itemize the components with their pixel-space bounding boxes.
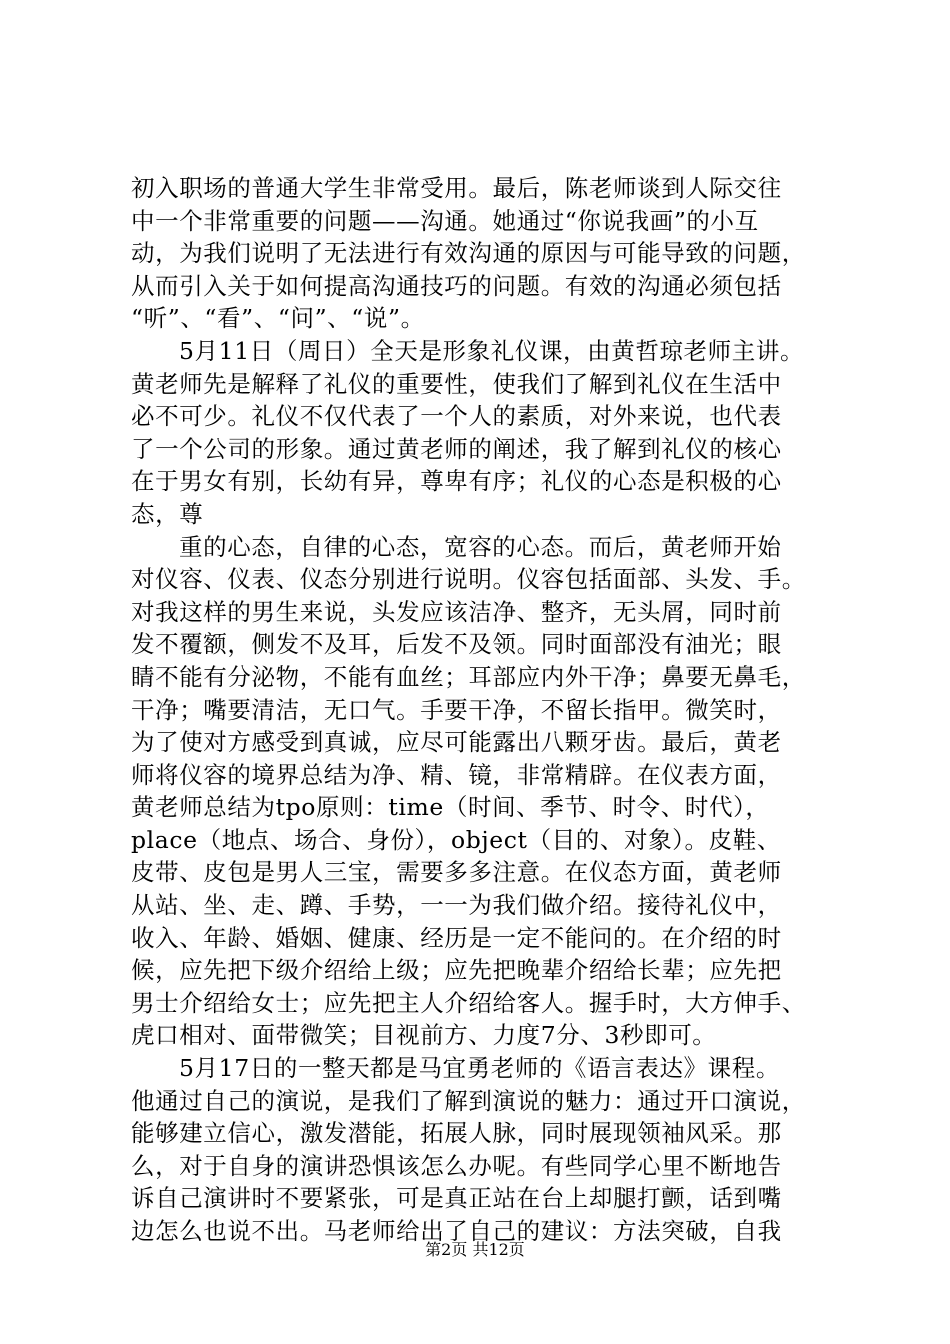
text-line: 必不可少。礼仪不仅代表了一个人的素质，对外来说，也代表: [131, 402, 782, 431]
text-line: 睛不能有分泌物，不能有血丝；耳部应内外干净；鼻要无鼻毛，: [131, 662, 806, 691]
text-line: 收入、年龄、婚姻、健康、经历是一定不能问的。在介绍的时: [131, 923, 782, 952]
paragraph-start-line: 重的心态，自律的心态，宽容的心态。而后，黄老师开始: [179, 532, 782, 561]
text-line: 从而引入关于如何提高沟通技巧的问题。有效的沟通必须包括: [131, 271, 782, 300]
text-line: 黄老师总结为tpo原则：time（时间、季节、时令、时代），: [131, 793, 770, 822]
text-line: 么，对于自身的演讲恐惧该怎么办呢。有些同学心里不断地告: [131, 1151, 782, 1180]
text-line: 能够建立信心，激发潜能，拓展人脉，同时展现领袖风采。那: [131, 1119, 782, 1148]
text-line: 皮带、皮包是男人三宝，需要多多注意。在仪态方面，黄老师: [131, 858, 782, 887]
text-line: 黄老师先是解释了礼仪的重要性，使我们了解到礼仪在生活中: [131, 369, 782, 398]
document-body: [131, 172, 861, 1248]
text-line: 在于男女有别，长幼有异，尊卑有序；礼仪的心态是积极的心: [131, 467, 782, 496]
text-line: 干净；嘴要清洁，无口气。手要干净，不留长指甲。微笑时，: [131, 695, 782, 724]
text-line: 对仪容、仪表、仪态分别进行说明。仪容包括面部、头发、手。: [131, 565, 806, 594]
text-line: place（地点、场合、身份），object（目的、对象）。皮鞋、: [131, 825, 781, 854]
text-line: 对我这样的男生来说，头发应该洁净、整齐，无头屑，同时前: [131, 597, 782, 626]
text-line: 边怎么也说不出。马老师给出了自己的建议：方法突破，自我: [131, 1217, 782, 1245]
text-line: “听”、“看”、“问”、“说”。: [131, 304, 425, 333]
text-line: 他通过自己的演说，是我们了解到演说的魅力：通过开口演说，: [131, 1086, 806, 1115]
text-line: 初入职场的普通大学生非常受用。最后，陈老师谈到人际交往: [131, 174, 782, 202]
text-line: 诉自己演讲时不要紧张，可是真正站在台上却腿打颤，话到嘴: [131, 1184, 782, 1213]
paragraph-start-line: 5月17日的一整天都是马宜勇老师的《语言表达》课程。: [179, 1054, 780, 1083]
text-line: 师将仪容的境界总结为净、精、镜，非常精辟。在仪表方面，: [131, 760, 782, 789]
text-line: 态，尊: [131, 499, 204, 528]
text-line: 了一个公司的形象。通过黄老师的阐述，我了解到礼仪的核心: [131, 434, 782, 463]
text-line: 动，为我们说明了无法进行有效沟通的原因与可能导致的问题，: [131, 239, 806, 268]
text-line: 发不覆额，侧发不及耳，后发不及领。同时面部没有油光；眼: [131, 630, 782, 659]
text-line: 为了使对方感受到真诚，应尽可能露出八颗牙齿。最后，黄老: [131, 728, 782, 757]
text-line: 男士介绍给女士；应先把主人介绍给客人。握手时，大方伸手、: [131, 988, 806, 1017]
text-line: 虎口相对、面带微笑；目视前方、力度7分、3秒即可。: [131, 1021, 717, 1050]
text-line: 从站、坐、走、蹲、手势，一一为我们做介绍。接待礼仪中，: [131, 891, 782, 920]
page-number-footer: 第2页 共12页: [425, 1240, 525, 1259]
paragraph-start-line: 5月11日（周日）全天是形象礼仪课，由黄哲琼老师主讲。: [179, 336, 805, 365]
text-line: 候，应先把下级介绍给上级；应先把晚辈介绍给长辈；应先把: [131, 956, 782, 985]
text-line: 中一个非常重要的问题——沟通。她通过“你说我画”的小互: [131, 206, 759, 235]
